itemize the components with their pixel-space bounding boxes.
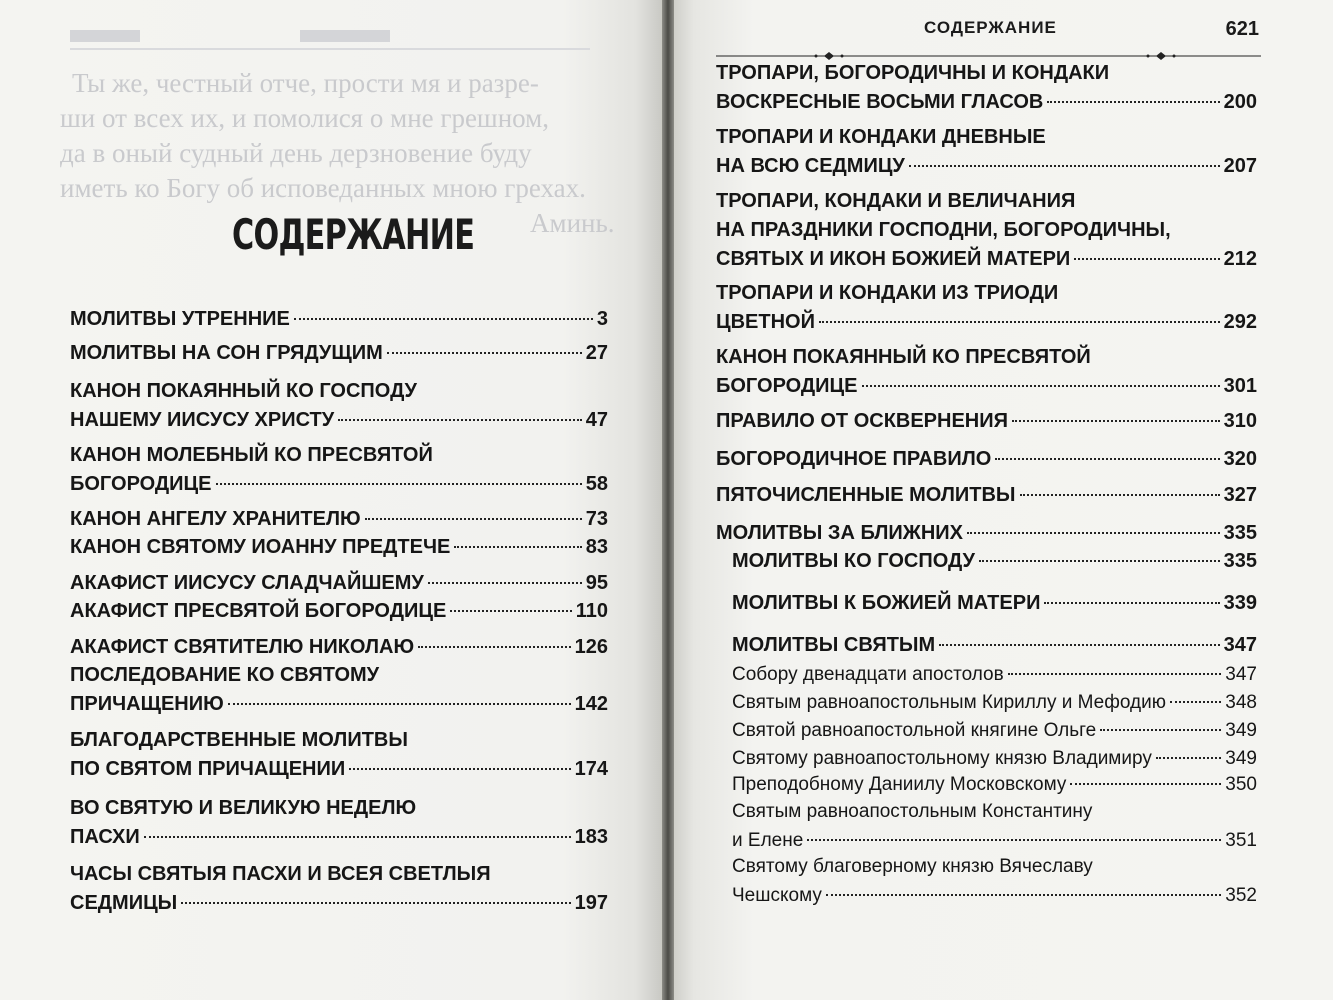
toc-page-number: 200 [1223,91,1257,113]
dot-leader [144,836,571,838]
dot-leader [1047,101,1219,103]
toc-page-number: 3 [596,308,608,330]
right-page [674,0,1333,1000]
toc-entry-title: МОЛИТВЫ КО ГОСПОДУ [732,550,975,572]
toc-entry-title: НА ПРАЗДНИКИ ГОСПОДНИ, БОГОРОДИЧНЫ, [716,219,1171,241]
dot-leader [1074,258,1219,260]
book-spine [662,0,674,1000]
toc-entry-title: НАШЕМУ ИИСУСУ ХРИСТУ [70,409,335,431]
dot-leader [181,902,570,904]
dot-leader [1100,729,1221,731]
toc-page-number: 320 [1223,448,1257,470]
toc-page-number: 349 [1225,720,1257,741]
toc-entry-title: Собору двенадцати апостолов [732,664,1004,685]
toc-entry[interactable] [674,688,1333,717]
dot-leader [807,839,1221,841]
dot-leader [428,582,582,584]
toc-entry-title: МОЛИТВЫ НА СОН ГРЯДУЩИМ [70,342,383,364]
toc-entry[interactable] [674,445,1333,474]
toc-entry-title: Святому благоверному князю Вячеславу [732,856,1093,877]
toc-entry-title: Святым равноапостольным Кириллу и Мефодию [732,692,1166,713]
toc-entry[interactable] [674,59,1333,117]
toc-entry-line [732,631,1257,660]
left-page [0,0,662,1000]
dot-leader [228,703,571,705]
toc-entry[interactable] [674,744,1333,773]
toc-entry-line [70,533,608,562]
toc-entry-title: ПРАВИЛО ОТ ОСКВЕРНЕНИЯ [716,410,1009,432]
toc-entry[interactable] [674,797,1333,855]
toc-entry-title: Святым равноапостольным Константину [732,801,1093,822]
toc-entry-title: ПЯТОЧИСЛЕННЫЕ МОЛИТВЫ [716,484,1016,506]
toc-entry-title: НА ВСЮ СЕДМИЦУ [716,155,905,177]
dot-leader [1170,701,1221,703]
dot-leader [418,646,571,648]
toc-entry-title: КАНОН МОЛЕБНЫЙ КО ПРЕСВЯТОЙ [70,444,433,466]
toc-entry[interactable] [0,569,662,598]
toc-page-number: 83 [585,536,608,558]
toc-page-number: 27 [585,342,608,364]
toc-entry-title: МОЛИТВЫ ЗА БЛИЖНИХ [716,522,963,544]
toc-page-number: 301 [1223,375,1257,397]
toc-page-number: 47 [585,409,608,431]
toc-page-number: 349 [1225,748,1257,769]
page-number: 621 [1225,18,1259,40]
toc-page-number: 110 [575,600,608,622]
toc-entry-title: ЧАСЫ СВЯТЫЯ ПАСХИ И ВСЕЯ СВЕТЛЫЯ [70,863,491,885]
toc-entry[interactable] [0,339,662,368]
dot-leader [1070,783,1221,785]
toc-entry-line [732,589,1257,618]
toc-entry-title: МОЛИТВЫ СВЯТЫМ [732,634,936,656]
toc-entry-line [732,881,1257,910]
toc-entry-title: ПО СВЯТОМ ПРИЧАЩЕНИИ [70,758,346,780]
toc-page-number: 73 [585,508,608,530]
toc-page-number: 310 [1223,410,1257,432]
dot-leader [1012,420,1220,422]
dot-leader [387,352,582,354]
toc-page-number: 142 [574,693,608,715]
dot-leader [349,768,570,770]
toc-entry-line [716,245,1257,274]
toc-entry-title: ПАСХИ [70,826,140,848]
toc-entry-line [716,88,1257,117]
toc-page-number: 347 [1225,664,1257,685]
show-through-text-4: иметь ко Богу об исповеданных мною грехах. [60,173,586,203]
toc-entry-line [70,661,608,690]
dot-leader [979,560,1220,562]
toc-entry-title: ЦВЕТНОЙ [716,311,815,333]
toc-entry[interactable] [674,716,1333,745]
dot-leader [862,385,1220,387]
toc-entry-line [70,505,608,534]
dot-leader [365,518,582,520]
toc-entry-title: Святому равноапостольному князю Владимиру [732,748,1152,769]
toc-entry[interactable] [674,519,1333,548]
toc-entry-line [716,372,1257,401]
toc-entry-title: ПОСЛЕДОВАНИЕ КО СВЯТОМУ [70,664,380,686]
toc-entry-line [732,797,1257,826]
toc-entry[interactable] [0,305,662,334]
show-through-text-1: Ты же, честный отче, прости мя и разре- [72,68,539,98]
dot-leader [1008,673,1222,675]
toc-entry[interactable] [674,852,1333,910]
toc-entry-title: КАНОН СВЯТОМУ ИОАННУ ПРЕДТЕЧЕ [70,536,451,558]
toc-entry-line [716,152,1257,181]
dot-leader [909,165,1220,167]
dot-leader [294,318,593,320]
toc-entry-line [70,305,608,334]
toc-page-number: 351 [1225,830,1257,851]
toc-entry-line [70,339,608,368]
running-head: СОДЕРЖАНИЕ [924,18,1057,37]
dot-leader [995,458,1219,460]
toc-page-number: 126 [574,636,608,658]
toc-entry-title: и Елене [732,830,804,851]
toc-page-number: 350 [1225,774,1257,795]
dot-leader [1020,494,1220,496]
dot-leader [819,321,1220,323]
dot-leader [1156,757,1221,759]
toc-entry-line [70,569,608,598]
toc-entry[interactable] [674,589,1333,618]
toc-entry-title: ТРОПАРИ, КОНДАКИ И ВЕЛИЧАНИЯ [716,190,1076,212]
toc-entry[interactable] [0,597,662,626]
toc-entry-line [716,123,1257,152]
toc-page-number: 327 [1223,484,1257,506]
dot-leader [454,546,581,548]
toc-entry-line [70,441,608,470]
toc-entry-line [70,633,608,662]
toc-entry-title: КАНОН ПОКАЯННЫЙ КО ПРЕСВЯТОЙ [716,346,1091,368]
toc-entry[interactable] [674,481,1333,510]
toc-entry-line [732,744,1257,773]
toc-entry[interactable] [674,343,1333,401]
toc-entry-title: Святой равноапостольной княгине Ольге [732,720,1097,741]
toc-entry[interactable] [674,187,1333,274]
dot-leader [338,419,582,421]
toc-entry-title: АКАФИСТ СВЯТИТЕЛЮ НИКОЛАЮ [70,636,415,658]
show-through-text-3: да в оный судный день дерзновение буду [60,138,532,168]
toc-entry-title: БОГОРОДИЧНОЕ ПРАВИЛО [716,448,992,470]
toc-entry-line [70,470,608,499]
toc-entry[interactable] [674,631,1333,660]
toc-entry-line [70,755,608,784]
toc-entry-title: ВОСКРЕСНЫЕ ВОСЬМИ ГЛАСОВ [716,91,1044,113]
toc-entry-line [70,597,608,626]
toc-entry-title: ПРИЧАЩЕНИЮ [70,693,224,715]
toc-entry[interactable] [0,794,662,852]
toc-entry-line [70,860,608,889]
toc-entry-title: Чешскому [732,885,822,906]
toc-entry-title: ТРОПАРИ И КОНДАКИ ИЗ ТРИОДИ [716,282,1059,304]
toc-page-number: 174 [574,758,608,780]
dot-leader [450,610,571,612]
toc-entry-line [70,794,608,823]
toc-entry-line [732,852,1257,881]
toc-entry-title: Преподобному Даниилу Московскому [732,774,1067,795]
toc-entry-line [716,445,1257,474]
toc-entry-title: ВО СВЯТУЮ И ВЕЛИКУЮ НЕДЕЛЮ [70,797,417,819]
toc-entry-title: КАНОН ПОКАЯННЫЙ КО ГОСПОДУ [70,380,418,402]
toc-entry-title: БОГОРОДИЦЕ [70,473,212,495]
dot-leader [939,644,1219,646]
toc-entry-line [716,59,1257,88]
show-through-text-5: Аминь. [530,208,615,238]
toc-entry[interactable] [0,633,662,662]
toc-entry-line [70,377,608,406]
toc-entry-line [716,187,1257,216]
toc-page-number: 183 [574,826,608,848]
toc-entry-title: ТРОПАРИ И КОНДАКИ ДНЕВНЫЕ [716,126,1046,148]
toc-entry-line [716,216,1257,245]
toc-entry-title: СВЯТЫХ И ИКОН БОЖИЕЙ МАТЕРИ [716,248,1071,270]
toc-entry-title: АКАФИСТ ИИСУСУ СЛАДЧАЙШЕМУ [70,572,424,594]
toc-entry[interactable] [674,123,1333,181]
toc-page-number: 352 [1225,885,1257,906]
toc-entry-title: СЕДМИЦЫ [70,892,178,914]
toc-entry[interactable] [674,279,1333,337]
toc-entry[interactable] [674,770,1333,799]
toc-entry-line [716,407,1257,436]
toc-entry-line [70,889,608,918]
toc-entry-line [732,688,1257,717]
toc-entry-line [716,343,1257,372]
toc-entry[interactable] [674,660,1333,689]
toc-entry-line [732,770,1257,799]
toc-entry[interactable] [0,441,662,499]
toc-entry-line [732,716,1257,745]
toc-entry-line [716,481,1257,510]
toc-entry[interactable] [674,407,1333,436]
dot-leader [967,532,1220,534]
toc-entry-title: КАНОН АНГЕЛУ ХРАНИТЕЛЮ [70,508,361,530]
dot-leader [216,483,582,485]
toc-entry[interactable] [0,377,662,435]
toc-entry-line [716,308,1257,337]
toc-entry[interactable] [0,661,662,719]
toc-entry-line [70,823,608,852]
toc-entry-line [732,826,1257,855]
toc-page-number: 335 [1223,550,1257,572]
toc-entry[interactable] [0,533,662,562]
toc-entry-title: МОЛИТВЫ К БОЖИЕЙ МАТЕРИ [732,592,1041,614]
toc-page-number: 348 [1225,692,1257,713]
toc-entry-line [70,406,608,435]
toc-entry-line [70,690,608,719]
toc-page-number: 197 [574,892,608,914]
toc-page-number: 212 [1223,248,1257,270]
toc-entry[interactable] [0,726,662,784]
toc-entry[interactable] [0,860,662,918]
show-through-text-2: ши от всех их, и помолися о мне грешном, [60,103,549,133]
toc-entry-title: ТРОПАРИ, БОГОРОДИЧНЫ И КОНДАКИ [716,62,1110,84]
dot-leader [1044,602,1219,604]
dot-leader [826,894,1221,896]
toc-entry-title: БОГОРОДИЦЕ [716,375,858,397]
toc-page-number: 58 [585,473,608,495]
toc-entry-line [732,660,1257,689]
toc-entry-title: БЛАГОДАРСТВЕННЫЕ МОЛИТВЫ [70,729,408,751]
toc-entry[interactable] [674,547,1333,576]
toc-page-number: 335 [1223,522,1257,544]
toc-page-number: 95 [585,572,608,594]
toc-entry-line [716,279,1257,308]
toc-page-number: 347 [1223,634,1257,656]
toc-page-number: 292 [1223,311,1257,333]
page-title: СОДЕРЖАНИЕ [232,210,475,259]
toc-page-number: 339 [1223,592,1257,614]
toc-entry[interactable] [0,505,662,534]
toc-entry-title: МОЛИТВЫ УТРЕННИЕ [70,308,290,330]
show-through-header [70,14,610,54]
toc-entry-line [732,547,1257,576]
toc-page-number: 207 [1223,155,1257,177]
toc-entry-line [70,726,608,755]
toc-entry-line [716,519,1257,548]
toc-entry-title: АКАФИСТ ПРЕСВЯТОЙ БОГОРОДИЦЕ [70,600,447,622]
